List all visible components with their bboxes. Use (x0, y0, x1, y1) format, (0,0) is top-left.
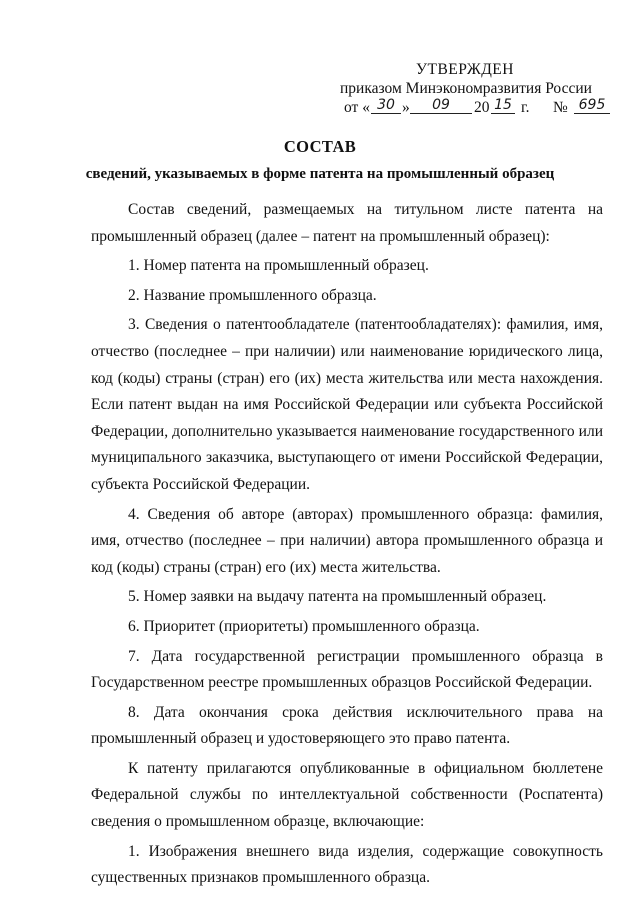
approval-heading: УТВЕРЖДЕН (416, 61, 514, 78)
item-1: 1. Номер патента на промышленный образец. (128, 257, 429, 275)
item-2: 2. Название промышленного образца. (128, 286, 377, 304)
item-8: 8. Дата окончания срока действия исключительного права на промышленный образец и удостоверяющего это право патента. (91, 703, 603, 748)
date-month: 09 (410, 98, 472, 114)
item-3: 3. Сведения о патентообладателе (патентообладателях): фамилия, имя, отчество (последнее – при наличии) или наименование юридического лица, код (коды) страны (стран) его (их) места жительства или места нахождения. Если патент выдан на имя Российской Федерации или субъекта Российской Федерации, дополнительно указывается наименование государственного или муниципального заказчика, выступающего от имени Российской Федерации, субъекта Российской Федерации. (91, 316, 603, 493)
order-number-label: № (553, 99, 568, 116)
approval-date-line (340, 97, 606, 120)
approval-order-text: приказом Минэкономразвития России (340, 80, 592, 97)
item-4: 4. Сведения об авторе (авторах) промышленного образца: фамилия, имя, отчество (последнее – при наличии) автора промышленного образца и код (коды) страны (стран) его (их) места жительства. (91, 505, 603, 576)
approval-block (340, 60, 606, 120)
document-title: СОСТАВ (283, 137, 357, 156)
intro-paragraph: Состав сведений, размещаемых на титульном листе патента на промышленный образец (далее – патент на промышленный образец): (91, 201, 603, 245)
item-6: 6. Приоритет (приоритеты) промышленного образца. (128, 617, 480, 635)
document-subtitle: сведений, указываемых в форме патента на промышленный образец (85, 166, 555, 182)
attachment-paragraph: К патенту прилагаются опубликованные в официальном бюллетене Федеральной службы по интеллектуальной собственности (Роспатента) сведения о промышленном образце, включающие: (91, 759, 603, 831)
document-body (91, 197, 603, 892)
date-year-suffix: 15 (491, 98, 515, 114)
attachment-item-1: 1. Изображения внешнего вида изделия, содержащие совокупность существенных признаков промышленного образца. (91, 842, 603, 887)
date-day-close: » (402, 99, 410, 116)
item-7: 7. Дата государственной регистрации промышленного образца в Государственном реестре промышленных образцов Российской Федерации. (91, 647, 603, 692)
date-year-prefix: 20 (474, 99, 490, 116)
date-day: 30 (371, 98, 401, 114)
date-prefix: от « (344, 99, 370, 116)
order-number: 695 (574, 98, 610, 114)
item-5: 5. Номер заявки на выдачу патента на промышленный образец. (128, 588, 547, 606)
date-year-unit: г. (521, 99, 530, 116)
